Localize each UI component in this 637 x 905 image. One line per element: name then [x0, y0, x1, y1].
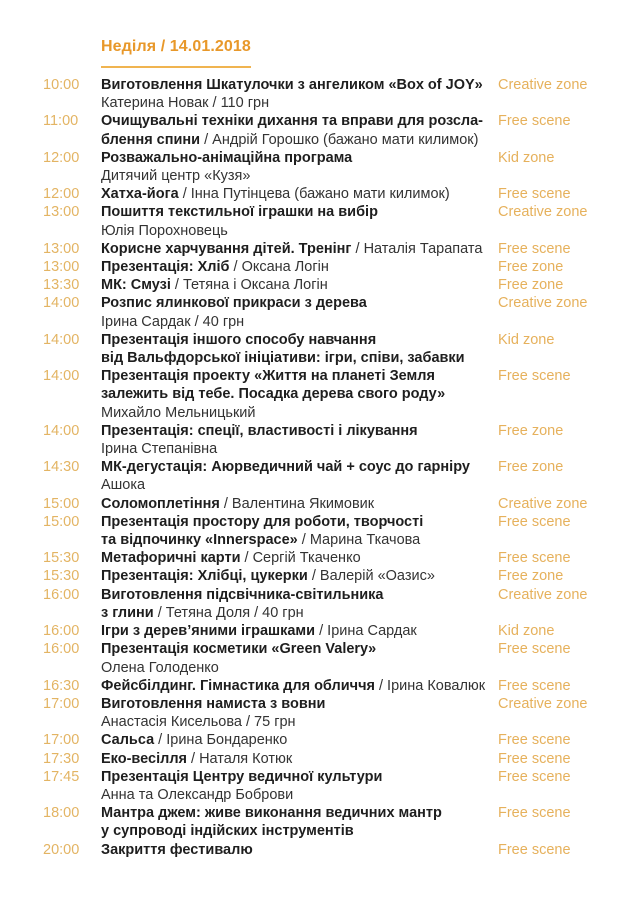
event-line — [101, 313, 498, 331]
event-line — [101, 659, 498, 677]
event-zone: Free scene — [498, 750, 571, 767]
event-zone: Kid zone — [498, 149, 555, 166]
event-title: Очищувальні техніки дихання та вправи для розсла- — [101, 113, 483, 130]
event-line — [101, 549, 498, 567]
day-header — [101, 38, 251, 68]
day-title: Неділя / 14.01.2018 — [101, 38, 251, 55]
event-title: від Вальфдорської ініціативи: ігри, співи, забавки — [101, 350, 465, 367]
schedule-row — [0, 640, 637, 676]
event-description — [101, 258, 498, 276]
schedule-row — [0, 203, 637, 239]
event-description — [101, 185, 498, 203]
event-description — [101, 112, 498, 148]
event-time: 14:30 — [43, 459, 80, 476]
event-time: 16:00 — [43, 641, 80, 658]
event-time: 14:00 — [43, 368, 80, 385]
event-zone: Creative zone — [498, 695, 588, 712]
event-line — [101, 349, 498, 367]
event-line — [101, 695, 498, 713]
event-zone: Free scene — [498, 641, 571, 658]
event-line — [101, 440, 498, 458]
event-time: 12:00 — [43, 149, 80, 166]
event-description — [101, 203, 498, 239]
schedule-row — [0, 513, 637, 549]
event-host: / Валерій «Оазис» — [307, 568, 435, 585]
event-host: Юлія Порохновець — [101, 222, 228, 239]
event-line — [101, 458, 498, 476]
event-host: / Сергій Ткаченко — [240, 550, 361, 567]
event-time: 13:00 — [43, 204, 80, 221]
event-description — [101, 640, 498, 676]
event-line — [101, 804, 498, 822]
event-time: 17:30 — [43, 750, 80, 767]
event-zone: Free scene — [498, 550, 571, 567]
event-line — [101, 222, 498, 240]
schedule-row — [0, 695, 637, 731]
event-zone: Free scene — [498, 732, 571, 749]
event-host: Ірина Сардак / 40 грн — [101, 313, 245, 330]
schedule-row — [0, 768, 637, 804]
schedule-row — [0, 422, 637, 458]
event-time: 10:00 — [43, 77, 80, 93]
event-time: 18:00 — [43, 805, 80, 822]
event-time: 16:00 — [43, 586, 80, 603]
event-description — [101, 622, 498, 640]
event-title: МК: Смузі — [101, 277, 171, 294]
event-time: 13:30 — [43, 277, 80, 294]
event-line — [101, 841, 498, 859]
event-zone: Free scene — [498, 841, 571, 858]
event-description — [101, 731, 498, 749]
event-title: Пошиття текстильної іграшки на вибір — [101, 204, 378, 221]
event-zone: Creative zone — [498, 77, 588, 93]
event-line — [101, 822, 498, 840]
event-description — [101, 768, 498, 804]
event-description — [101, 549, 498, 567]
schedule-row — [0, 331, 637, 367]
schedule-row — [0, 495, 637, 513]
schedule-row — [0, 586, 637, 622]
event-description — [101, 586, 498, 622]
event-time: 14:00 — [43, 295, 80, 312]
event-time: 14:00 — [43, 422, 80, 439]
event-zone: Creative zone — [498, 204, 588, 221]
event-zone: Free scene — [498, 186, 571, 203]
schedule-list — [0, 76, 637, 859]
event-title: Презентація проекту «Життя на планеті Земля — [101, 368, 435, 385]
event-zone: Free scene — [498, 240, 571, 257]
event-host: / Тетяна Доля / 40 грн — [153, 604, 304, 621]
event-time: 16:00 — [43, 623, 80, 640]
schedule-row — [0, 567, 637, 585]
event-description — [101, 804, 498, 840]
event-zone: Free scene — [498, 113, 571, 130]
schedule-row — [0, 841, 637, 859]
event-title: блення спини — [101, 131, 201, 148]
event-host: / Ірина Ковалюк — [374, 677, 486, 694]
event-title: Метафоричні карти — [101, 550, 241, 567]
event-line — [101, 149, 498, 167]
event-description — [101, 149, 498, 185]
schedule-row — [0, 112, 637, 148]
event-host: / Ірина Сардак — [315, 623, 417, 640]
event-host: Ашока — [101, 477, 146, 494]
schedule-row — [0, 367, 637, 422]
event-title: Корисне харчування дітей. Тренінг — [101, 240, 352, 257]
event-host: Михайло Мельницький — [101, 404, 256, 421]
event-host: / Наталія Тарапата — [351, 240, 483, 257]
schedule-row — [0, 258, 637, 276]
event-zone: Free scene — [498, 368, 571, 385]
event-line — [101, 604, 498, 622]
event-host: / Андрій Горошко (бажано мати килимок) — [200, 131, 479, 148]
event-title: залежить від тебе. Посадка дерева свого роду» — [101, 386, 446, 403]
event-description — [101, 841, 498, 859]
event-line — [101, 786, 498, 804]
schedule-row — [0, 458, 637, 494]
event-title: з глини — [101, 604, 154, 621]
event-title: Мантра джем: живе виконання ведичних мантр — [101, 805, 442, 822]
event-title: Презентація простору для роботи, творчості — [101, 513, 424, 530]
event-time: 15:00 — [43, 513, 80, 530]
event-time: 17:00 — [43, 732, 80, 749]
event-title: Презентація: Хліб — [101, 259, 230, 276]
event-title: Презентація Центру ведичної культури — [101, 768, 383, 785]
event-zone: Kid zone — [498, 623, 555, 640]
event-title: у супроводі індійских інструментів — [101, 823, 354, 840]
event-title: Презентація косметики «Green Valery» — [101, 641, 377, 658]
event-host: Олена Голоденко — [101, 659, 219, 676]
schedule-row — [0, 76, 637, 112]
event-line — [101, 385, 498, 403]
event-title: Сальса — [101, 732, 155, 749]
event-line — [101, 203, 498, 221]
event-line — [101, 331, 498, 349]
event-zone: Free zone — [498, 459, 564, 476]
event-title: Виготовлення намиста з вовни — [101, 695, 326, 712]
event-description — [101, 276, 498, 294]
event-description — [101, 240, 498, 258]
event-line — [101, 677, 498, 695]
header-underline — [101, 66, 251, 68]
schedule-row — [0, 149, 637, 185]
event-title: та відпочинку «Innerspace» — [101, 532, 298, 549]
event-zone: Free scene — [498, 768, 571, 785]
event-title: Фейсбілдинг. Гімнастика для обличчя — [101, 677, 375, 694]
event-line — [101, 768, 498, 786]
event-title: Еко-весілля — [101, 750, 187, 767]
event-zone: Kid zone — [498, 331, 555, 348]
schedule-row — [0, 731, 637, 749]
event-zone: Creative zone — [498, 586, 588, 603]
event-description — [101, 750, 498, 768]
event-line — [101, 422, 498, 440]
event-title: Закриття фестивалю — [101, 841, 253, 858]
event-line — [101, 586, 498, 604]
event-host: / Ірина Бондаренко — [154, 732, 288, 749]
event-description — [101, 458, 498, 494]
event-host: / Тетяна і Оксана Логін — [170, 277, 328, 294]
event-line — [101, 731, 498, 749]
event-zone: Free scene — [498, 805, 571, 822]
event-line — [101, 258, 498, 276]
event-line — [101, 167, 498, 185]
event-line — [101, 622, 498, 640]
event-zone: Creative zone — [498, 495, 588, 512]
event-time: 15:30 — [43, 568, 80, 585]
event-line — [101, 404, 498, 422]
event-time: 13:00 — [43, 240, 80, 257]
event-title: Презентація: Хлібці, цукерки — [101, 568, 308, 585]
event-title: Ігри з дерев’яними іграшками — [101, 623, 316, 640]
event-line — [101, 276, 498, 294]
event-title: Виготовлення підсвічника-світильника — [101, 586, 384, 603]
event-description — [101, 76, 498, 112]
event-line — [101, 513, 498, 531]
event-description — [101, 513, 498, 549]
event-time: 17:00 — [43, 695, 80, 712]
schedule-row — [0, 750, 637, 768]
event-time: 13:00 — [43, 259, 80, 276]
event-host: / Марина Ткачова — [297, 532, 421, 549]
event-title: Виготовлення Шкатулочки з ангеликом «Box of JOY» — [101, 77, 483, 93]
event-line — [101, 531, 498, 549]
schedule-row — [0, 677, 637, 695]
event-time: 11:00 — [43, 113, 79, 130]
event-time: 12:00 — [43, 186, 80, 203]
event-line — [101, 750, 498, 768]
event-time: 16:30 — [43, 677, 80, 694]
event-time: 15:00 — [43, 495, 80, 512]
event-description — [101, 495, 498, 513]
event-zone: Free scene — [498, 677, 571, 694]
schedule-row — [0, 622, 637, 640]
event-host: / Валентина Якимовик — [219, 495, 375, 512]
event-description — [101, 695, 498, 731]
event-host: Анастасія Кисельова / 75 грн — [101, 714, 296, 731]
event-line — [101, 185, 498, 203]
event-line — [101, 294, 498, 312]
event-description — [101, 677, 498, 695]
event-title: Розпис ялинкової прикраси з дерева — [101, 295, 367, 312]
schedule-row — [0, 549, 637, 567]
event-time: 15:30 — [43, 550, 80, 567]
event-line — [101, 495, 498, 513]
event-time: 14:00 — [43, 331, 80, 348]
event-title: Презентація іншого способу навчання — [101, 331, 377, 348]
event-host: / Наталя Котюк — [187, 750, 293, 767]
schedule-row — [0, 804, 637, 840]
event-line — [101, 476, 498, 494]
schedule-row — [0, 240, 637, 258]
event-zone: Creative zone — [498, 295, 588, 312]
event-title: Презентація: спеції, властивості і лікування — [101, 422, 418, 439]
schedule-row — [0, 276, 637, 294]
schedule-row — [0, 294, 637, 330]
event-description — [101, 367, 498, 422]
event-host: Катерина Новак / 110 грн — [101, 95, 270, 112]
event-title: Хатха-йога — [101, 186, 179, 203]
schedule-row — [0, 185, 637, 203]
event-zone: Free zone — [498, 422, 564, 439]
event-line — [101, 112, 498, 130]
event-zone: Free zone — [498, 568, 564, 585]
event-time: 17:45 — [43, 768, 80, 785]
event-host: Дитячий центр «Кузя» — [101, 168, 251, 185]
event-line — [101, 76, 498, 94]
event-zone: Free scene — [498, 513, 571, 530]
event-zone: Free zone — [498, 277, 564, 294]
event-line — [101, 367, 498, 385]
event-line — [101, 640, 498, 658]
event-description — [101, 567, 498, 585]
event-zone: Free zone — [498, 259, 564, 276]
event-description — [101, 331, 498, 367]
event-description — [101, 422, 498, 458]
event-line — [101, 240, 498, 258]
event-line — [101, 567, 498, 585]
event-host: Анна та Олександр Боброви — [101, 786, 294, 803]
event-host: / Оксана Логін — [229, 259, 329, 276]
event-host: Ірина Степанівна — [101, 441, 218, 458]
event-title: Розважально-анімаційна програма — [101, 149, 353, 166]
event-title: МК-дегустація: Аюрведичний чай + соус до гарніру — [101, 459, 470, 476]
event-line — [101, 94, 498, 112]
event-host: / Інна Путінцева (бажано мати килимок) — [178, 186, 450, 203]
event-line — [101, 713, 498, 731]
event-line — [101, 131, 498, 149]
event-title: Соломоплетіння — [101, 495, 220, 512]
event-description — [101, 294, 498, 330]
event-time: 20:00 — [43, 841, 80, 858]
